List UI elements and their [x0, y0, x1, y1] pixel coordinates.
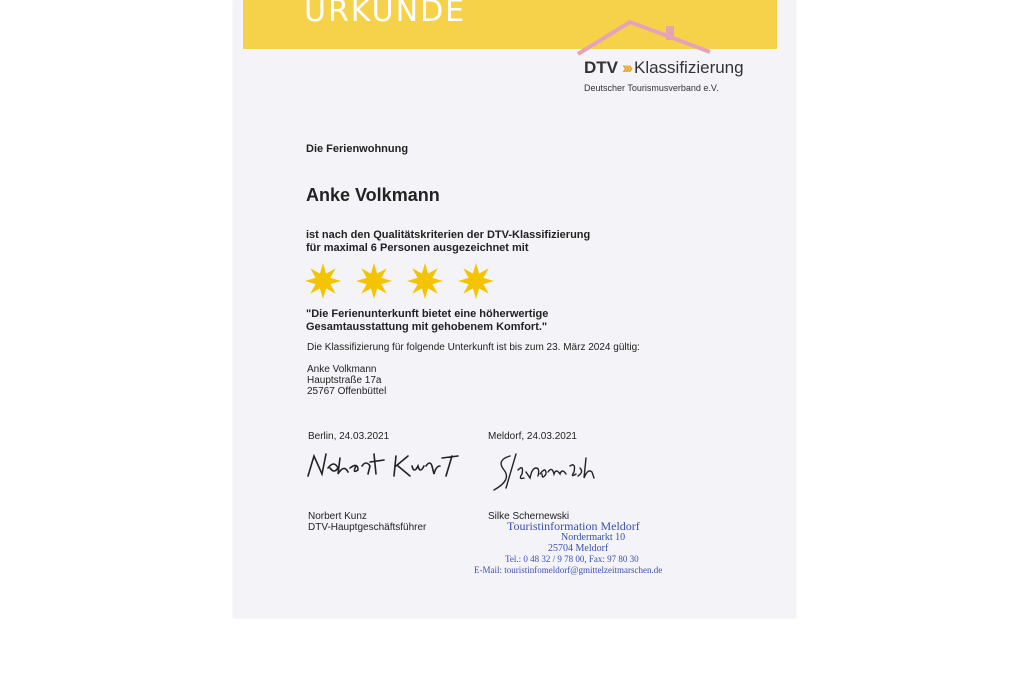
signatory-1-place-date: Berlin, 24.03.2021 — [308, 431, 390, 442]
star-icon — [407, 263, 443, 299]
validity-text: Die Klassifizierung für folgende Unterkunft ist bis zum 23. März 2024 gültig: — [307, 342, 640, 353]
stamp-email: E-Mail: touristinfomeldorf@gmittelzeitmarschen.de — [474, 565, 663, 575]
stamp-title: Touristinformation Meldorf — [507, 519, 640, 533]
star-rating — [305, 262, 505, 302]
logo-subtitle: Deutscher Tourismusverband e.V. — [584, 83, 719, 93]
star-icon — [305, 263, 341, 299]
star-icon — [356, 263, 392, 299]
signatory-1-name: Norbert Kunz — [308, 511, 367, 522]
stamp-phone: Tel.: 0 48 32 / 9 78 00, Fax: 97 80 30 — [505, 554, 639, 564]
chevron-logo-icon: ››› — [622, 58, 630, 77]
quote-line-1: "Die Ferienunterkunft bietet eine höherwertige — [306, 308, 549, 320]
criteria-line-2: für maximal 6 Personen ausgezeichnet mit — [306, 242, 529, 254]
house-roof-icon — [570, 16, 720, 56]
quote-line-2: Gesamtausstattung mit gehobenem Komfort." — [306, 321, 548, 333]
signatory-2-name: Silke Schernewski — [488, 511, 570, 522]
accommodation-type: Die Ferienwohnung — [306, 143, 409, 155]
owner-name: Anke Volkmann — [306, 185, 440, 205]
address-name: Anke Volkmann — [307, 364, 377, 375]
logo-brand: DTV — [584, 58, 618, 77]
signature-norbert-kunz — [304, 448, 464, 482]
address-street: Hauptstraße 17a — [307, 375, 382, 386]
dtv-logo — [584, 58, 744, 78]
certificate-title: URKUNDE — [304, 0, 467, 29]
signature-silke-schernewski — [488, 448, 618, 494]
stamp-city: 25704 Meldorf — [548, 543, 609, 554]
star-icon — [458, 263, 494, 299]
criteria-line-1: ist nach den Qualitätskriterien der DTV-Klassifizierung — [306, 229, 591, 241]
signatory-1-role: DTV-Hauptgeschäftsführer — [308, 522, 427, 533]
logo-name: Klassifizierung — [633, 58, 744, 77]
signatory-2-place-date: Meldorf, 24.03.2021 — [488, 431, 577, 442]
stamp-street: Nordermarkt 10 — [561, 532, 626, 543]
address-city: 25767 Offenbüttel — [307, 386, 387, 397]
